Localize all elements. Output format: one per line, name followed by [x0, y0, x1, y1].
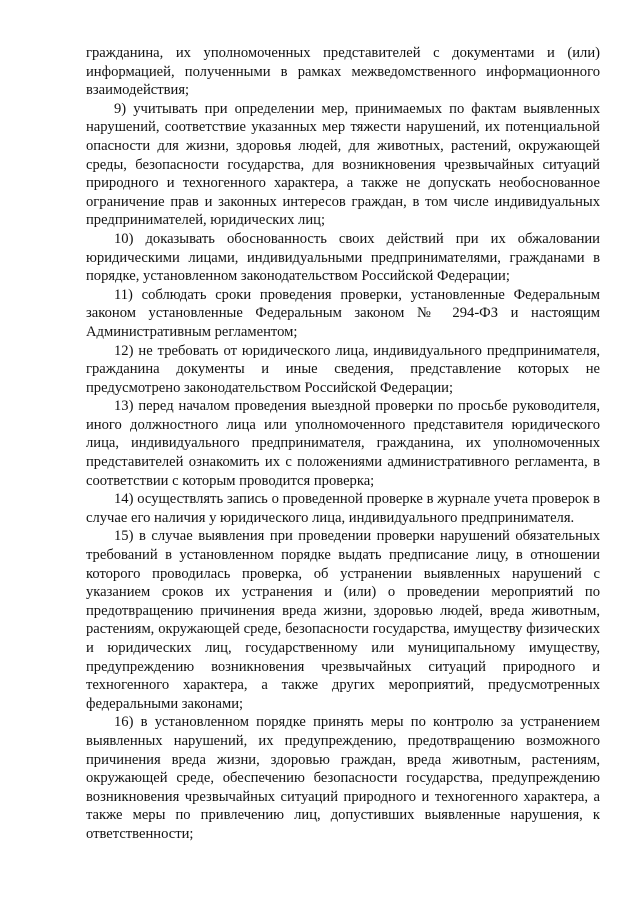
- paragraph-item-12: 12) не требовать от юридического лица, индивидуального предпринимателя, гражданина документы и иные сведения, представление которых не предусмотрено законодательством Российской Федерации;: [86, 342, 600, 396]
- paragraph-item-10: 10) доказывать обоснованность своих действий при их обжаловании юридическими лицами, индивидуальными предпринимателями, гражданами в порядке, установленном законодательством Российской Федерации;: [86, 230, 600, 285]
- paragraph-continuation: гражданина, их уполномоченных представителей с документами и (или) информацией, полученными в рамках межведомственного информационного взаимодействия;: [86, 45, 600, 99]
- paragraph-item-14: 14) осуществлять запись о проведенной проверке в журнале учета проверок в случае его наличия у юридического лица, индивидуального предпринимателя.: [86, 491, 600, 526]
- paragraph-item-16: 16) в установленном порядке принять меры по контролю за устранением выявленных нарушений, их предупреждению, предотвращению возможного причинения вреда жизни, здоровью граждан, вреда животным, растениям, окружающей среде, обеспечению безопасности государства, предупреждению возникновения чрезвычайных ситуаций природного и техногенного характера, а также меры по привлечению лиц, допустивших выявленные нарушения, к ответственности;: [86, 714, 600, 842]
- paragraph-item-9: 9) учитывать при определении мер, принимаемых по фактам выявленных нарушений, соответствие указанных мер тяжести нарушений, их потенциальной опасности для жизни, здоровья людей, для животных, растений, окружающей среды, безопасности государства, для возникновения чрезвычайных ситуаций природного и техногенного характера, а также не допускать необоснованное ограничение прав и законных интересов граждан, в том числе индивидуальных предпринимателей, юридических лиц;: [86, 100, 600, 229]
- paragraph-item-15: 15) в случае выявления при проведении проверки нарушений обязательных требований в установленном порядке выдать предписание лицу, в отношении которого проводилась проверка, об устранении выявленных нарушений с указанием сроков их устранения и (или) о проведении мероприятий по предотвращению причинения вреда жизни, здоровью людей, вреда животным, растениям, окружающей среде, безопасности государства, имуществу физических и юридических лиц, государственному или муниципальному имуществу, предупреждению возникновения чрезвычайных ситуаций природного и техногенного характера, а также других мероприятий, предусмотренных федеральными законами;: [86, 528, 600, 712]
- paragraph-item-13: 13) перед началом проведения выездной проверки по просьбе руководителя, иного должностного лица или уполномоченного представителя юридического лица, индивидуального предпринимателя, гражданина, их уполномоченных представителей ознакомить их с положениями административного регламента, в соответствии с которым проводится проверка;: [86, 398, 600, 489]
- document-page: [86, 44, 600, 844]
- paragraph-item-11: 11) соблюдать сроки проведения проверки, установленные Федеральным законом установленные Федеральным законом № 294-ФЗ и настоящим Административным регламентом;: [86, 286, 600, 340]
